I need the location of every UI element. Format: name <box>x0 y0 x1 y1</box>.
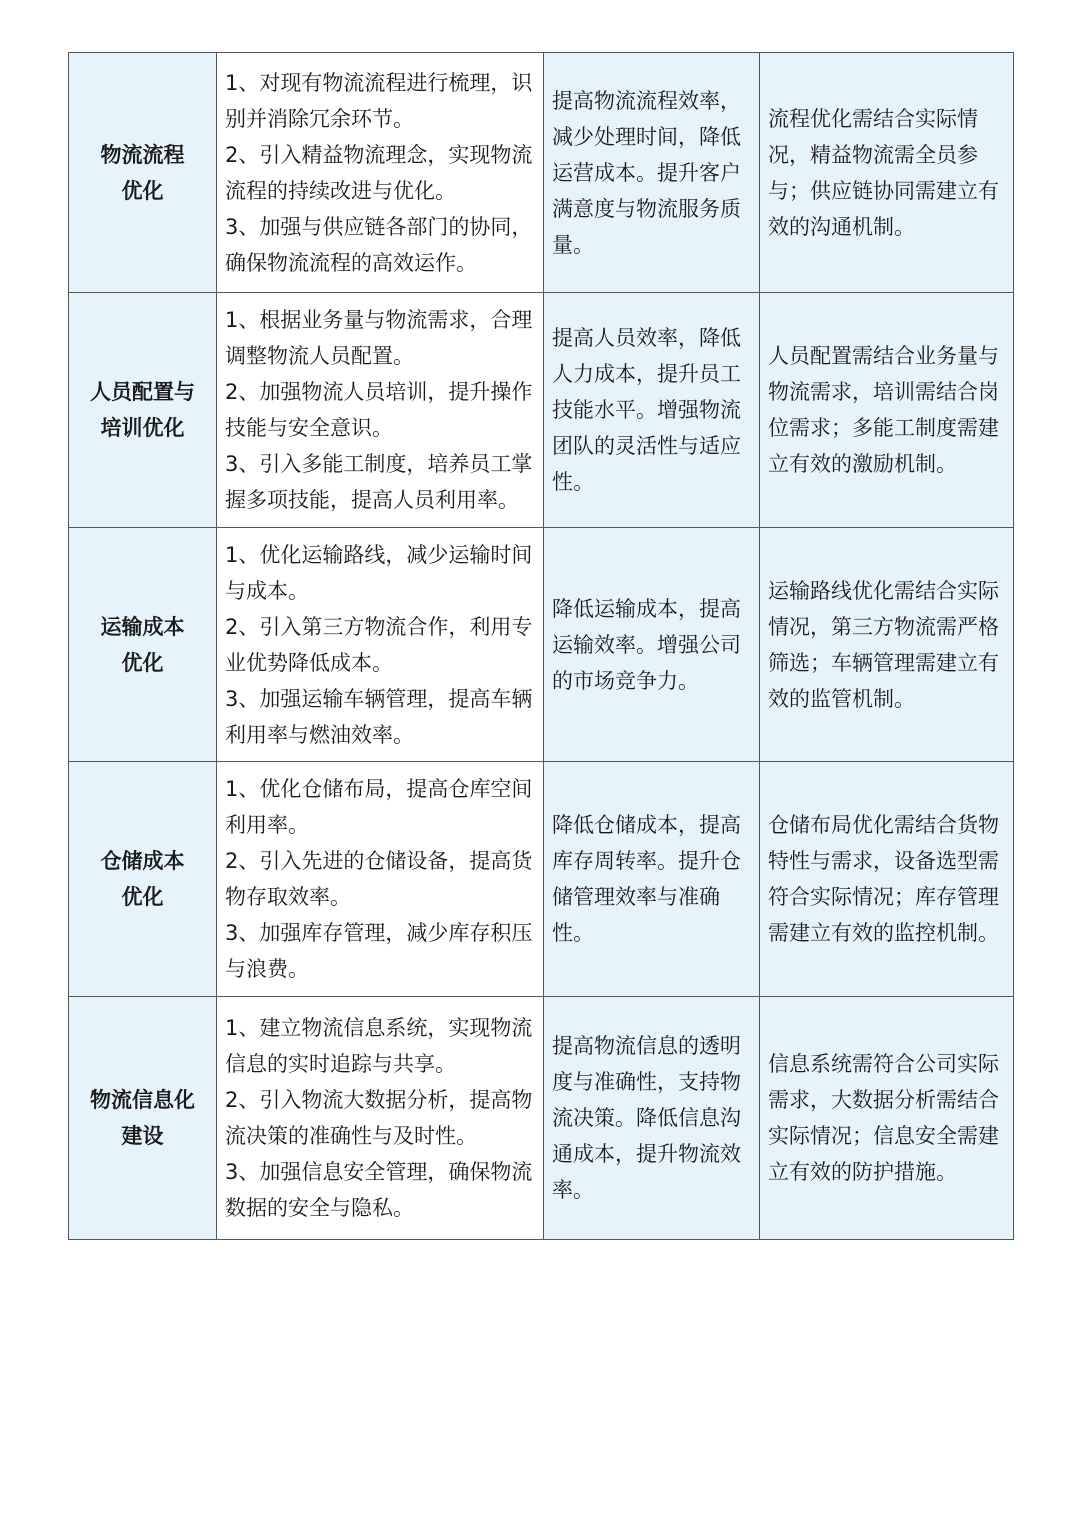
measure-item: 2、引入精益物流理念，实现物流流程的持续改进与优化。 <box>225 142 533 203</box>
measure-item: 3、加强运输车辆管理，提高车辆利用率与燃油效率。 <box>225 686 533 747</box>
category-label: 运输成本 <box>100 614 185 639</box>
measure-item: 1、优化仓储布局，提高仓库空间利用率。 <box>225 777 533 837</box>
measure-item: 2、引入物流大数据分析，提高物流决策的准确性与及时性。 <box>225 1088 533 1148</box>
table-row <box>69 762 1014 997</box>
measure-item: 3、加强信息安全管理，确保物流数据的安全与隐私。 <box>225 1160 533 1220</box>
measures-cell <box>217 293 544 528</box>
measure-item: 3、加强库存管理，减少库存积压与浪费。 <box>225 921 533 981</box>
effect-cell: 降低运输成本，提高运输效率。增强公司的市场竞争力。 <box>544 528 760 762</box>
category-label: 仓储成本 <box>100 849 185 873</box>
category-label: 人员配置与 <box>90 380 195 404</box>
notes-cell: 流程优化需结合实际情况，精益物流需全员参与；供应链协同需建立有效的沟通机制。 <box>760 53 1014 293</box>
category-cell <box>69 997 217 1240</box>
measure-item: 3、引入多能工制度，培养员工掌握多项技能，提高人员利用率。 <box>225 452 533 512</box>
effect-cell: 提高物流信息的透明度与准确性，支持物流决策。降低信息沟通成本，提升物流效率。 <box>544 997 760 1240</box>
measure-item: 2、引入第三方物流合作，利用专业优势降低成本。 <box>225 614 533 675</box>
category-cell <box>69 762 217 997</box>
category-label: 培训优化 <box>100 416 185 440</box>
notes-cell: 仓储布局优化需结合货物特性与需求，设备选型需符合实际情况；库存管理需建立有效的监控机制。 <box>760 762 1014 997</box>
effect-cell: 降低仓储成本，提高库存周转率。提升仓储管理效率与准确性。 <box>544 762 760 997</box>
measures-cell <box>217 997 544 1240</box>
measures-cell <box>217 528 544 762</box>
measure-item: 1、建立物流信息系统，实现物流信息的实时追踪与共享。 <box>225 1016 533 1076</box>
table-row <box>69 293 1014 528</box>
measures-cell <box>217 762 544 997</box>
category-label: 物流流程 <box>100 142 185 167</box>
category-cell <box>69 528 217 762</box>
measure-item: 2、引入先进的仓储设备，提高货物存取效率。 <box>225 849 533 909</box>
table-row <box>69 53 1014 293</box>
category-label: 建设 <box>121 1124 164 1148</box>
effect-cell: 提高人员效率，降低人力成本，提升员工技能水平。增强物流团队的灵活性与适应性。 <box>544 293 760 528</box>
category-label: 优化 <box>121 178 164 203</box>
measure-item: 3、加强与供应链各部门的协同，确保物流流程的高效运作。 <box>225 214 533 275</box>
logistics-optimization-table <box>68 52 1014 1240</box>
measure-item: 1、根据业务量与物流需求，合理调整物流人员配置。 <box>225 308 533 368</box>
measure-item: 1、对现有物流流程进行梳理，识别并消除冗余环节。 <box>225 70 533 131</box>
measures-cell <box>217 53 544 293</box>
measure-item: 2、加强物流人员培训，提升操作技能与安全意识。 <box>225 380 533 440</box>
category-cell <box>69 293 217 528</box>
table-row <box>69 997 1014 1240</box>
category-label: 优化 <box>121 885 164 909</box>
measure-item: 1、优化运输路线，减少运输时间与成本。 <box>225 542 533 603</box>
notes-cell: 人员配置需结合业务量与物流需求，培训需结合岗位需求；多能工制度需建立有效的激励机制。 <box>760 293 1014 528</box>
effect-cell: 提高物流流程效率，减少处理时间，降低运营成本。提升客户满意度与物流服务质量。 <box>544 53 760 293</box>
category-cell <box>69 53 217 293</box>
table-row <box>69 528 1014 762</box>
category-label: 物流信息化 <box>90 1088 195 1112</box>
category-label: 优化 <box>121 650 164 675</box>
notes-cell: 运输路线优化需结合实际情况，第三方物流需严格筛选；车辆管理需建立有效的监管机制。 <box>760 528 1014 762</box>
notes-cell: 信息系统需符合公司实际需求，大数据分析需结合实际情况；信息安全需建立有效的防护措施。 <box>760 997 1014 1240</box>
